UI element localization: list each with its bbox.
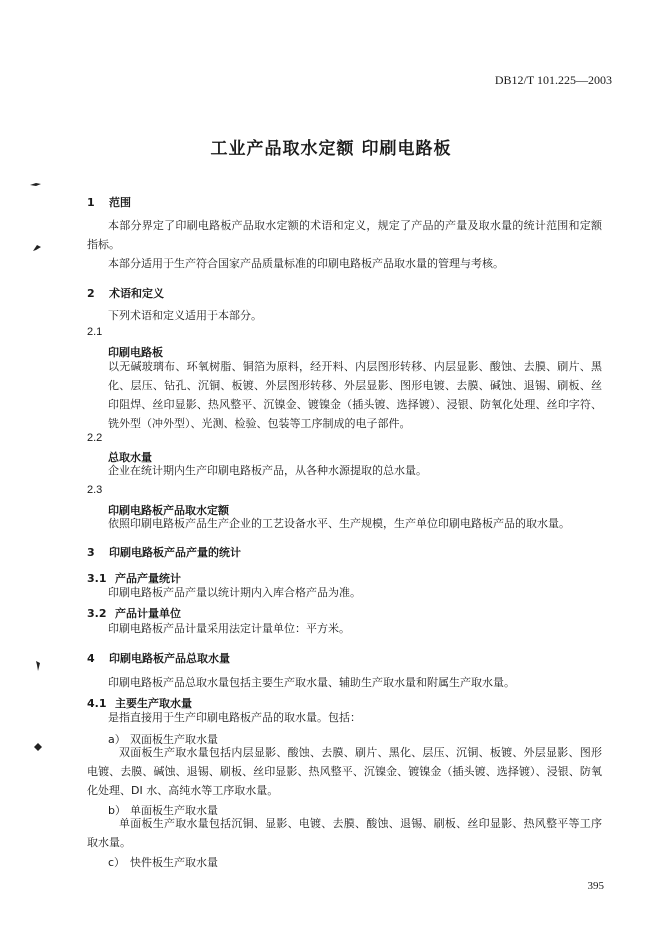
scan-mark-icon bbox=[30, 180, 42, 188]
term-title: 总取水量 bbox=[108, 451, 152, 464]
list-item-heading: b） 单面板生产取水量 bbox=[108, 804, 218, 817]
term-title: 印刷电路板 bbox=[108, 346, 163, 359]
term-number: 2.2 bbox=[87, 432, 103, 444]
list-item-heading: c） 快件板生产取水量 bbox=[108, 856, 218, 869]
term-number: 2.1 bbox=[87, 326, 103, 338]
standard-number: DB12/T 101.225—2003 bbox=[494, 73, 612, 87]
paragraph: 下列术语和定义适用于本部分。 bbox=[108, 309, 262, 322]
term-definition: 以无碱玻璃布、环氧树脂、铜箔为原料，经开料、内层图形转移、内层显影、酸蚀、去膜、刷片、黑化、层压、钻孔、沉铜、板镀、外层图形转移、外层显影、图形电镀、去膜、碱蚀、退锡、刷板、丝印阻焊、丝印显影、热风整平、沉镍金、镀镍金（插头镀、选择镀）、浸银、防氧化处理、丝印字符、铣外型（冲外型）、光测、检验、包装等工序制成的电子部件。 bbox=[108, 360, 602, 430]
paragraph: 本部分适用于生产符合国家产品质量标准的印刷电路板产品取水量的管理与考核。 bbox=[108, 257, 504, 270]
list-item-text: 单面板生产取水量包括沉铜、显影、电镀、去膜、酸蚀、退锡、刷板、丝印显影、热风整平等工序取水量。 bbox=[87, 817, 602, 849]
term-title: 印刷电路板产品取水定额 bbox=[108, 504, 229, 517]
paragraph: 是指直接用于生产印刷电路板产品的取水量。包括： bbox=[108, 711, 361, 724]
scan-mark-icon bbox=[34, 660, 42, 672]
list-item-text: 双面板生产取水量包括内层显影、酸蚀、去膜、刷片、黑化、层压、沉铜、板镀、外层显影、图形电镀、去膜、碱蚀、退锡、刷板、丝印显影、热风整平、沉镍金、镀镍金（插头镀、选择镀）、浸银、防氧化处理、DI 水、高纯水等工序取水量。 bbox=[87, 746, 602, 797]
scan-mark-icon bbox=[33, 742, 43, 752]
term-definition: 依照印刷电路板产品生产企业的工艺设备水平、生产规模，生产单位印刷电路板产品的取水量。 bbox=[108, 517, 570, 530]
section-heading: 3 印刷电路板产品产量的统计 bbox=[87, 546, 241, 559]
list-item-heading: a） 双面板生产取水量 bbox=[108, 733, 218, 746]
section-heading: 4 印刷电路板产品总取水量 bbox=[87, 652, 230, 665]
document-title: 工业产品取水定额 印刷电路板 bbox=[210, 139, 452, 159]
subsection-heading: 3.2 产品计量单位 bbox=[87, 607, 181, 620]
page-number: 395 bbox=[587, 880, 604, 892]
paragraph: 印刷电路板产品计量采用法定计量单位：平方米。 bbox=[108, 622, 350, 635]
section-heading: 1 范围 bbox=[87, 196, 131, 209]
paragraph: 印刷电路板产品产量以统计期内入库合格产品为准。 bbox=[108, 586, 361, 599]
section-heading: 2 术语和定义 bbox=[87, 287, 164, 300]
subsection-heading: 4.1 主要生产取水量 bbox=[87, 697, 192, 710]
paragraph: 印刷电路板产品总取水量包括主要生产取水量、辅助生产取水量和附属生产取水量。 bbox=[108, 676, 515, 689]
scan-mark-icon bbox=[32, 243, 42, 253]
term-number: 2.3 bbox=[87, 484, 103, 496]
term-definition: 企业在统计期内生产印刷电路板产品，从各种水源提取的总水量。 bbox=[108, 464, 427, 477]
subsection-heading: 3.1 产品产量统计 bbox=[87, 572, 181, 585]
paragraph: 本部分界定了印刷电路板产品取水定额的术语和定义，规定了产品的产量及取水量的统计范围和定额指标。 bbox=[87, 219, 602, 251]
